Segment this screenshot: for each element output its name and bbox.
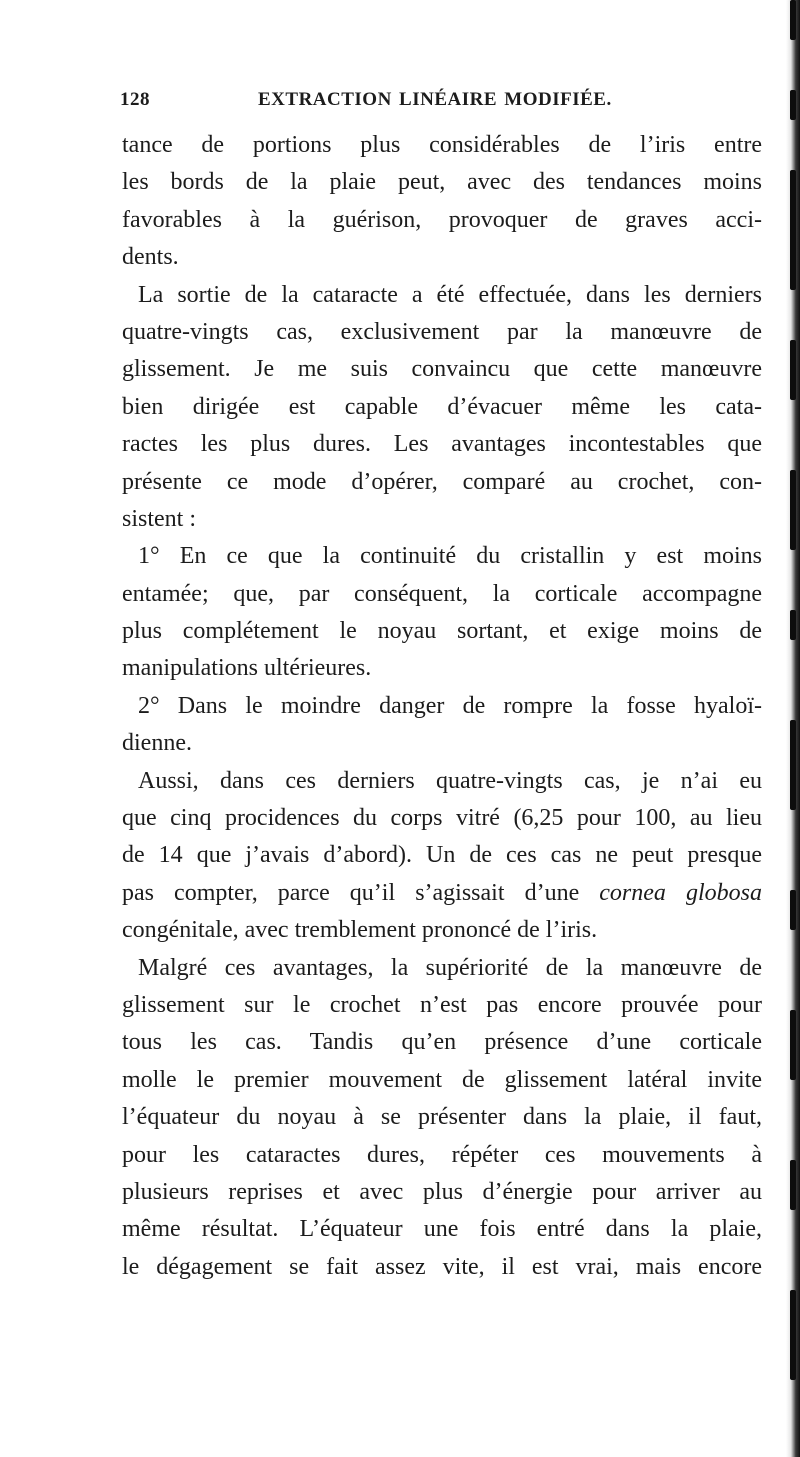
text-line-content: favorables à la guérison, provoquer de graves acci- bbox=[122, 206, 762, 233]
text-line bbox=[122, 202, 762, 239]
text-line bbox=[122, 1024, 762, 1061]
text-line-content: présente ce mode d’opérer, comparé au crochet, con- bbox=[122, 468, 762, 495]
text-line bbox=[122, 875, 762, 912]
text-line-content: entamée; que, par conséquent, la corticale accompagne bbox=[122, 580, 762, 607]
text-line-content: La sortie de la cataracte a été effectuée, dans les derniers bbox=[138, 281, 762, 308]
page-edge-shadow bbox=[786, 0, 800, 1457]
text-line bbox=[122, 912, 762, 949]
text-line bbox=[122, 650, 762, 687]
text-line-content: de 14 que j’avais d’abord). Un de ces cas ne peut presque bbox=[122, 842, 762, 869]
binding-mark bbox=[790, 1160, 796, 1210]
text-line bbox=[122, 613, 762, 650]
text-line bbox=[122, 1249, 762, 1286]
binding-mark bbox=[790, 610, 796, 640]
binding-mark bbox=[790, 170, 796, 290]
text-line-content: dienne. bbox=[122, 730, 192, 757]
body-text bbox=[122, 127, 762, 1286]
text-line bbox=[122, 389, 762, 426]
text-line bbox=[122, 837, 762, 874]
text-line bbox=[122, 239, 762, 276]
text-line-content: Aussi, dans ces derniers quatre-vingts cas, je n’ai eu bbox=[138, 767, 762, 794]
text-line-content: molle le premier mouvement de glissement latéral invite bbox=[122, 1066, 762, 1093]
text-line bbox=[122, 800, 762, 837]
text-line bbox=[122, 725, 762, 762]
text-line-content: pas compter, parce qu’il s’agissait d’une bbox=[122, 879, 600, 906]
text-line-content: l’équateur du noyau à se présenter dans la plaie, il faut, bbox=[122, 1104, 762, 1131]
text-line-content: bien dirigée est capable d’évacuer même les cata- bbox=[122, 393, 762, 420]
text-line-content: pour les cataractes dures, répéter ces mouvements à bbox=[122, 1141, 762, 1168]
text-line bbox=[122, 501, 762, 538]
text-line bbox=[122, 351, 762, 388]
text-line-content: plusieurs reprises et avec plus d’énergie pour arriver au bbox=[122, 1178, 762, 1205]
text-line-content: tance de portions plus considérables de l’iris entre bbox=[122, 132, 762, 158]
text-line-content: glissement. Je me suis convaincu que cette manœuvre bbox=[122, 356, 762, 383]
page-number: 128 bbox=[120, 89, 150, 110]
text-line bbox=[122, 1062, 762, 1099]
binding-mark bbox=[790, 470, 796, 550]
binding-mark bbox=[790, 0, 796, 40]
text-line-content: tous les cas. Tandis qu’en présence d’une corticale bbox=[122, 1029, 762, 1056]
text-line-content: Malgré ces avantages, la supériorité de la manœuvre de bbox=[138, 954, 762, 981]
text-line bbox=[122, 426, 762, 463]
text-line bbox=[122, 950, 762, 987]
binding-mark bbox=[790, 720, 796, 810]
text-line-content: plus complétement le noyau sortant, et exige moins de bbox=[122, 618, 762, 645]
text-line-content: quatre-vingts cas, exclusivement par la manœuvre de bbox=[122, 318, 762, 345]
text-line bbox=[122, 1099, 762, 1136]
text-line-content: ractes les plus dures. Les avantages incontestables que bbox=[122, 431, 762, 458]
text-line bbox=[122, 1137, 762, 1174]
italic-term: cornea globosa bbox=[599, 879, 762, 906]
binding-mark bbox=[790, 1010, 796, 1080]
text-line-content: le dégagement se fait assez vite, il est vrai, mais encore bbox=[122, 1253, 762, 1280]
binding-mark bbox=[790, 890, 796, 930]
running-title: EXTRACTION LINÉAIRE MODIFIÉE. bbox=[258, 89, 612, 110]
text-line-content: glissement sur le crochet n’est pas encore prouvée pour bbox=[122, 991, 762, 1018]
text-line-content: 2° Dans le moindre danger de rompre la fosse hyaloï- bbox=[138, 692, 762, 719]
text-line bbox=[122, 1174, 762, 1211]
text-line bbox=[122, 688, 762, 725]
text-line bbox=[122, 464, 762, 501]
text-line bbox=[122, 576, 762, 613]
text-line-content: sistent : bbox=[122, 505, 197, 532]
text-line-content: les bords de la plaie peut, avec des tendances moins bbox=[122, 169, 762, 196]
binding-mark bbox=[790, 1290, 796, 1380]
running-head bbox=[120, 84, 760, 116]
text-line bbox=[122, 538, 762, 575]
text-line bbox=[122, 987, 762, 1024]
binding-mark bbox=[790, 340, 796, 400]
text-line bbox=[122, 164, 762, 201]
text-line bbox=[122, 763, 762, 800]
text-line-content: que cinq procidences du corps vitré (6,25 pour 100, au lieu bbox=[122, 805, 762, 832]
binding-mark bbox=[790, 90, 796, 120]
text-line-content: manipulations ultérieures. bbox=[122, 655, 372, 682]
text-line-content: dents. bbox=[122, 244, 179, 271]
text-line-content: congénitale, avec tremblement prononcé de l’iris. bbox=[122, 917, 598, 944]
text-line bbox=[122, 127, 762, 164]
text-line bbox=[122, 1211, 762, 1248]
text-line-content: 1° En ce que la continuité du cristallin y est moins bbox=[138, 543, 762, 570]
text-line bbox=[122, 277, 762, 314]
text-line bbox=[122, 314, 762, 351]
text-line-content: même résultat. L’équateur une fois entré dans la plaie, bbox=[122, 1216, 762, 1243]
